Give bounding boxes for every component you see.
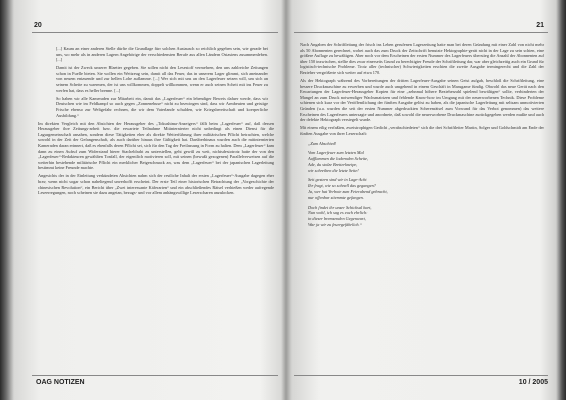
poem-line: Ihr fragt, wie so schnell das gegangen? — [308, 183, 376, 189]
quote-paragraph: So haben wir alle Kameraden zur Mitarbeit ein, damit das „Lagerfeuer“ ein lebendiger Beweis dafuer werde, dass wir Deutschen wie im Feldkampf so auch gegen „Zonnenebuse“ nicht zu bezwingen sind, dass wir Armbeuten und geistige Frische ebenso zur Weltgefahr rechnen, die wir dem Vaterlande schulden, wie Kriegsbereitschaft und koerperliche Ausbildung.“ — [56, 95, 268, 118]
poem-line: wir schreiben die letzte Seite! — [308, 167, 359, 173]
poem-line: Aufflammen die lodernden Scheite, — [308, 156, 369, 162]
poem-line: Ja, wer hat Verbote zum Feierabend gebracht, — [308, 189, 388, 195]
right-page — [300, 14, 548, 392]
poem-line: Seit gestern sind wir in Lage-Acht — [308, 177, 367, 183]
page-number-left: 20 — [34, 22, 42, 29]
footer-right — [294, 375, 548, 386]
poem-stanza — [308, 205, 544, 228]
poem-stanza — [308, 177, 544, 200]
footer-left — [32, 375, 278, 386]
body-paragraph: Angesichts der in der Einleitung verkündeten Absichten nahm sich der restliche Inhalt der ersten „Lagerfeuer“-Ausgabe dagegen eher brav, wenn nicht sogar schon naheliegend unverhofft erscheint. Der erste Teil einer historischen Betrachtung der „Vorgeschichte der chinesischen Revolution“, ein Bericht über „Zwei interessante Käferarten“ und ein abschließendes Rätsel verhießen weder aufregende Leseerregungen, noch scheinen sie dazu angetan, bezugs- und vor allem anhängswillige Leserscharen anzulocken. — [38, 173, 274, 196]
body-paragraph: Im direkten Vergleich mit den Absichten der Herausgeber des „Tokushima-Anzeigers“ fällt beim „Lagerfeuer“ auf, daß dessen Herausgeber ihre Zeitungs-arbeit bzw. die erwartete Teilnahme Mitinternierter nicht unbedingt als einen Dienst für die Lagurgemeinschaft ansahen, sondern diese Tätigkeiten eher als direkte Weiterführung ihrer militärischen Pflicht betrachten, welche sowohl in der Zeit der Gefangenschaft, als auch darüber hinaus ihre Gültigkeit hat. Darüberhinaus wurden auch die mitinternierten Kameraden daran erinnert, daß es ebenfalls deren Pflicht sei, sich für den Tag der Freilassung in Form zu halten. Dem „Lagerfeuer“ kam dann zu einen Aufruf zum Widerstand hierer Stacheldraht zu unterstellen, geht gewiß zu weit, nichtsdestotrotz hatte der von den „Lagerfeuer“-Redakteuren gewählten Tonfall, der eigentlich motivieren soll, mit seinen (bewußt gezogenen) Parallelverweisen auf die weiterhin bestehende militärische Pflicht ein merklicher Beigeschmack an, was dem „Lagerfeuer“ bei der japanischen Lagerleitung bestimmt keine Freunde machte. — [38, 120, 274, 171]
poem-line: nur offenbar stiemmte gefangen. — [308, 194, 364, 200]
right-body-text — [300, 42, 544, 232]
footer-title: 10 / 2005 — [518, 379, 548, 386]
body-paragraph: Nach Angaben der Schriftleitung der frisch ins Leben gerufenen Lagerzeitung hatte man bei deren Gründung mit einer Zahl von nicht mehr als 50 Abonnenten gerechnet, wobei auch das zum Druck der Zeitschrift benutzte Hektographie-gerät nicht in der Lage zu sein schien, eine größere Auflage zu bewältigen. Aber noch vor dem Erscheinen der ersten Nummer des Lagerfeuers überstieg die Anzahl der Abonnenten auf über 150 inzwischen, stellte dies zwar einerseits Grund zu berechtigter Freude der Schriftleitung dar, war aber gleichzeitig auch ein Grund für logistisch-technische Probleme. Trotz aller (technischer) Schwierigkeiten erschien die zweite Ausgabe termingerecht und die Zahl der Bezieher vergrößerte sich weiter auf etwa 170. — [300, 42, 544, 75]
poem-line: War ja wir zu feuergefährlich.“ — [308, 222, 362, 228]
poem-line: Vom Lagerfeuer zum letzten Mal — [308, 150, 364, 156]
page-number-right: 21 — [536, 22, 544, 29]
poem-stanza — [308, 150, 544, 173]
poem-title: „Zum Abschied! — [308, 140, 337, 146]
footer-title: OAG NOTIZEN — [36, 379, 85, 386]
header-rule-left — [32, 32, 278, 33]
quote-paragraph: [...] Kaum an einer anderen Stelle dürfte die Grundlage fürr solchen Austausch so reichlich gegeben sein, wie gerade bei uns, wo mehr als in anderen Lagern Angehörige der verschiedensten Berufe aus allen Ländern Ostasiens zusammenleben. [...] — [56, 46, 268, 63]
left-body-text — [38, 46, 274, 198]
left-page — [34, 14, 274, 392]
farewell-poem — [308, 141, 544, 228]
header-rule-right — [294, 32, 548, 33]
poem-line: Doch findet ihr unser Schicksal hart, — [308, 204, 372, 210]
poem-line: Nun wohl, ich sag es euch ehrlich: — [308, 210, 368, 216]
body-paragraph: Als der Hektograph während des Vorbereitungen der dritten Lagerfeuer-Ausgabe seinen Geist aufgab, beschloß die Schriftleitung, eine bessere Druckmaschine zu erwerben und wurde auch umgehend in einem Geschäft in Marugame fündig. Obwohl das neue Gerät nach den Erwartungen der Lagerfeuer-Herausgeber Kopien für eine „zehnmal höhere Bezieherzahl spielend bewältigen“ sollte, verhinderten der Mangel an zum Druck notwendiger Wachsmatrizen und fehlende Know-how im Umgang mit der neuerworbenen Technik. Diese Probleme schienen sich kurz vor der Veröffentlichung der fünften Ausgabe gelöst zu haben, als die japanische Lagerleitung mit seltsam unmotivierten Gründen (u.a. wurden die seit der ersten Nummer abgedruckten Scherenrätsel zum Vorwand für das Verbot genommen) das weitere Erscheinen des Lagerfeuers untersagte und anordnete, daß sowohl die neuerworbene Druckmaschine zurückgegeben werden mußte und auch der defekte Hektograph versiegelt wurde. — [300, 78, 544, 123]
body-paragraph: Mit einem eilig verfaßten, zweistrophigen Gedicht „verabschiedeten“ sich die drei Schriftleiter Martin, Solger und Goldschmidt am Ende der fünften Ausgabe von ihrer Leserschaft: — [300, 125, 544, 136]
poem-line: Ade, du stolze Bretterkneipe, — [308, 161, 358, 167]
poem-line: in dieser bremsenden Gegenwart, — [308, 216, 366, 222]
quote-paragraph: Damit ist der Zweck unserer Blaetter gegeben. Sie sollen nicht den Lesestoff vermehren, den uns zahlreiche Zeitungen schon in Fuelle bieten. Sie wollen ein Weitzeug sein, damit all das Feuer, das in unserem Lager glimmt, sich aneinander von neuem entzuende und zur hellen Lohe auflamme. [...] Wer sich mit uns an den Lagerfeuer setzen will, um sich an seinem Scheite zu waermen, der ist uns willkommen, doppelt willkommen, wenn er auch seinen Scheit mit ins Feuer zu werfen hat, dass es heller brenne. [...] — [56, 65, 268, 93]
